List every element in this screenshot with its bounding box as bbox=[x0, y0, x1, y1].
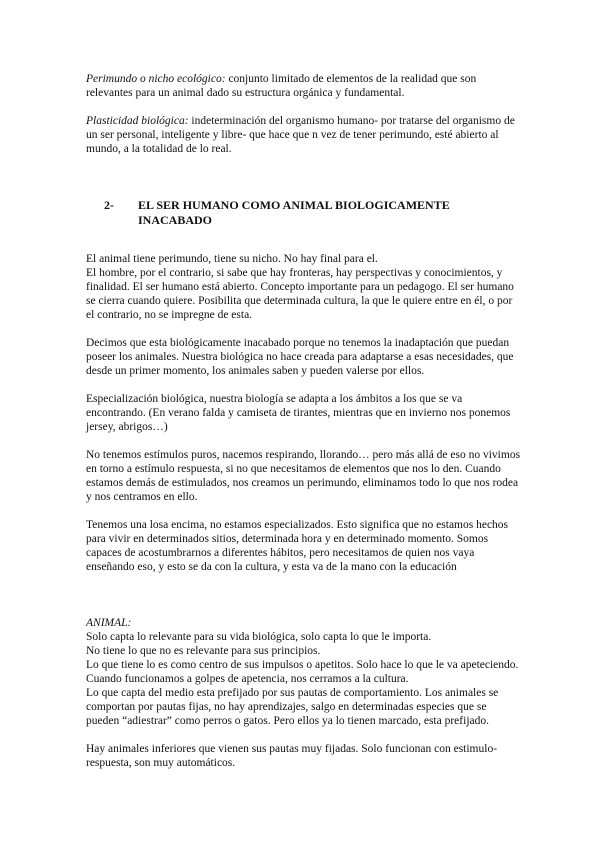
definition-term: Plasticidad biológica: bbox=[86, 115, 189, 127]
paragraph-line: El animal tiene perimundo, tiene su nicho. No hay final para el. bbox=[86, 253, 378, 265]
paragraph: Decimos que esta biológicamente inacabado porque no tenemos la inadaptación que puedan poseer los animales. Nuestra biológica no hace creada para adaptarse a esas necesidades, que desde un primer momento, los animales saben y pueden valerse por ellos. bbox=[86, 337, 514, 377]
section-heading bbox=[86, 198, 522, 228]
section-title: EL SER HUMANO COMO ANIMAL BIOLOGICAMENTE INACABADO bbox=[138, 198, 450, 227]
paragraph: Hay animales inferiores que vienen sus pautas muy fijadas. Solo funcionan con estimulo-respuesta, son muy automáticos. bbox=[86, 743, 498, 769]
document-content bbox=[86, 72, 522, 770]
animal-line: Lo que tiene lo es como centro de sus impulsos o apetitos. Solo hace lo que le va apeteciendo. Cuando funcionamos a golpes de apetencia, nos cerramos a la cultura. bbox=[86, 659, 519, 685]
paragraph-line: El hombre, por el contrario, si sabe que hay fronteras, hay perspectivas y conocimientos, y finalidad. El ser humano está abierto. Concepto importante para un pedagogo. El ser humano se cierra cuando quiere. Posibilita que determinada cultura, la que le quiere entre en él, o por el contrario, no se impregne de esta. bbox=[86, 267, 514, 321]
animal-line: Lo que capta del medio esta prefijado por sus pautas de comportamiento. Los animales se comportan por pautas fijas, no hay aprendizajes, salgo en determinadas especies que se pueden “adiestrar” como perros o gatos. Pero ellos ya lo tienen marcado, esta prefijado. bbox=[86, 687, 499, 727]
paragraph bbox=[86, 252, 522, 322]
definition-text: conjunto limitado de elementos de la realidad que son relevantes para un animal dado su estructura orgánica y fundamental. bbox=[86, 73, 477, 99]
animal-line: Solo capta lo relevante para su vida biológica, solo capta lo que le importa. bbox=[86, 631, 432, 643]
section-number: 2- bbox=[104, 198, 114, 212]
animal-line: No tiene lo que no es relevante para sus principios. bbox=[86, 645, 321, 657]
animal-label: ANIMAL: bbox=[86, 617, 132, 629]
paragraph: No tenemos estímulos puros, nacemos respirando, llorando… pero más allá de eso no vivimos en torno a estímulo respuesta, si no que necesitamos de elementos que nos lo den. Cuando estamos demás de estimulados, nos creamos un perimundo, eliminamos todo lo que nos rodea y nos centramos en ello. bbox=[86, 449, 521, 503]
paragraph: Tenemos una losa encima, no estamos especializados. Esto significa que no estamos hechos para vivir en determinados sitios, determinada hora y en determinado momento. Somos capaces de acostumbrarnos a diferentes hábitos, pero necesitamos de quien nos vaya enseñando eso, y esto se da con la cultura, y esta va de la mano con la educación bbox=[86, 519, 509, 573]
definition-term: Perimundo o nicho ecológico: bbox=[86, 73, 226, 85]
paragraph: Especialización biológica, nuestra biología se adapta a los ámbitos a los que se va encontrando. (En verano falda y camiseta de tirantes, mientras que en invierno nos ponemos jersey, abrigos…) bbox=[86, 393, 511, 433]
definition-perimundo bbox=[86, 72, 522, 100]
definition-text: indeterminación del organismo humano- por tratarse del organismo de un ser personal, inteligente y libre- que hace que n vez de tener perimundo, esté abierto al mundo, a la totalidad de lo real. bbox=[86, 115, 515, 155]
definition-plasticidad bbox=[86, 114, 522, 156]
